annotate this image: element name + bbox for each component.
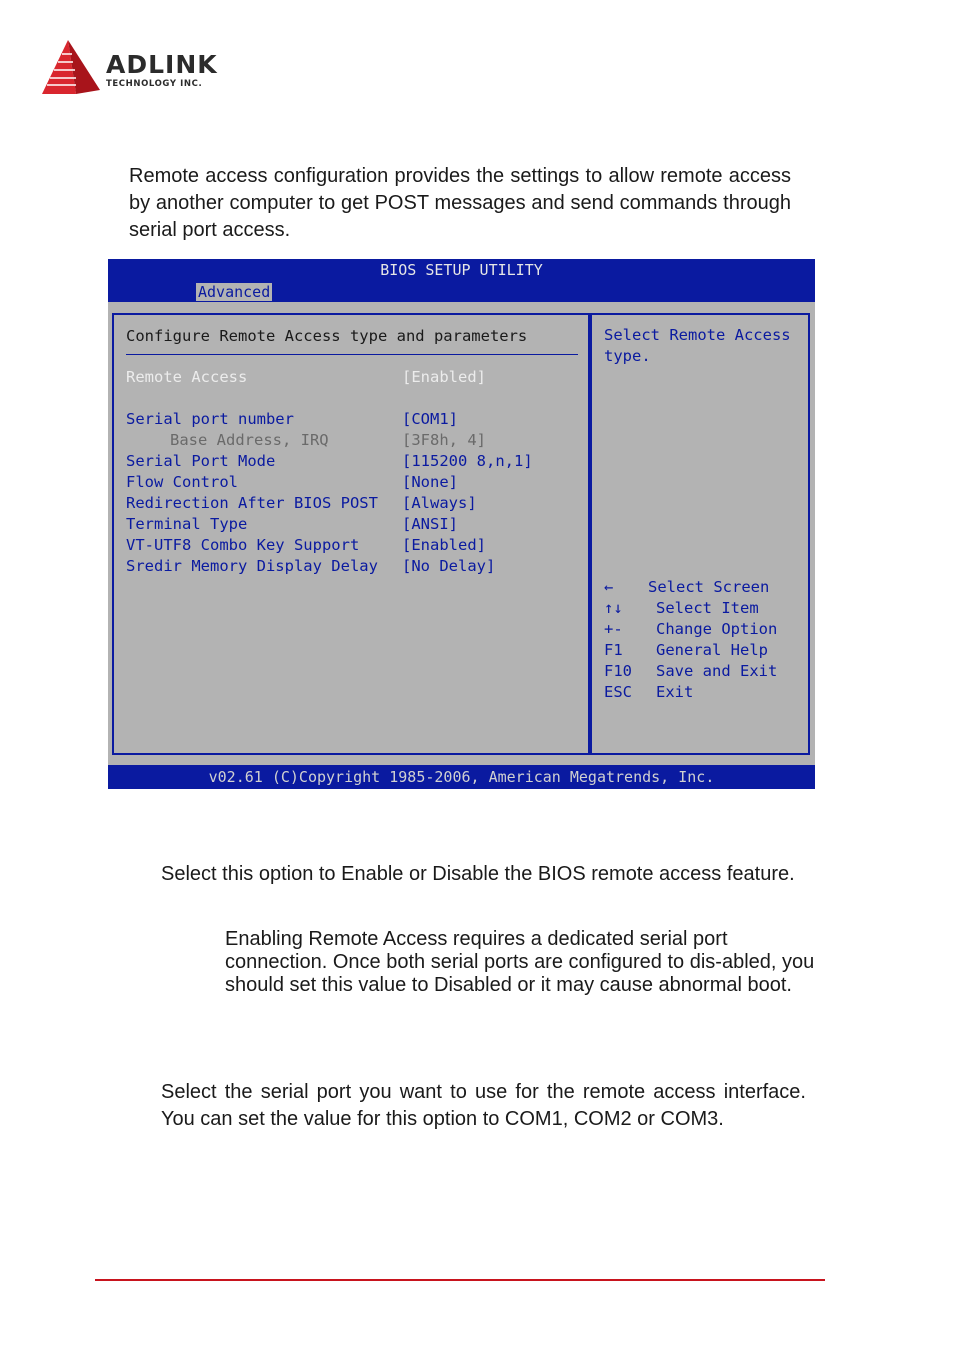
setting-label: Redirection After BIOS POST (126, 494, 378, 512)
bios-screen (108, 259, 815, 789)
bios-copyright-footer: v02.61 (C)Copyright 1985-2006, American Megatrends, Inc. (108, 765, 815, 789)
setting-value: [No Delay] (402, 557, 496, 575)
setting-value: [115200 8,n,1] (402, 452, 533, 470)
key-help-row (604, 577, 804, 598)
setting-value: [Always] (402, 494, 477, 512)
bios-panel-heading: Configure Remote Access type and parameters (126, 327, 528, 345)
setting-sredir-memory-delay[interactable] (126, 556, 586, 577)
footer-divider (95, 1279, 825, 1281)
key-desc: Select Item (656, 599, 759, 617)
setting-label: Remote Access (126, 368, 248, 386)
bios-help-panel (590, 313, 810, 755)
logo-wordmark: ADLINK (106, 50, 218, 79)
key-up-down-arrow-icon: ↑↓ (604, 599, 623, 617)
setting-serial-port-mode[interactable] (126, 451, 586, 472)
key-help-row (604, 619, 804, 640)
logo-tagline: TECHNOLOGY INC. (106, 79, 203, 89)
setting-value: [ANSI] (402, 515, 458, 533)
setting-label: Terminal Type (126, 515, 248, 533)
key-desc: Select Screen (648, 578, 770, 596)
serial-port-description: Select the serial port you want to use for the remote access interface. You can set the value for this option to COM1, COM2 or COM3. (161, 1081, 806, 1130)
setting-flow-control[interactable] (126, 472, 586, 493)
key-help-row (604, 640, 804, 661)
tab-advanced[interactable]: Advanced (198, 283, 271, 301)
setting-base-address-irq (126, 430, 586, 451)
key-f1: F1 (604, 641, 623, 659)
setting-label: Serial Port Mode (126, 452, 276, 470)
setting-value: [COM1] (402, 410, 458, 428)
key-desc: Save and Exit (656, 662, 778, 680)
setting-label: Serial port number (126, 410, 294, 428)
key-help-row (604, 682, 804, 703)
bios-heading-divider (126, 354, 578, 355)
key-plus-minus: +- (604, 620, 623, 638)
setting-label: VT-UTF8 Combo Key Support (126, 536, 360, 554)
bios-title: BIOS SETUP UTILITY (108, 259, 815, 282)
setting-redirection-after-post[interactable] (126, 493, 586, 514)
setting-value: [3F8h, 4] (402, 431, 486, 449)
adlink-triangle-icon (42, 38, 104, 100)
setting-label: Flow Control (126, 473, 238, 491)
key-help-row (604, 661, 804, 682)
key-desc: Change Option (656, 620, 778, 638)
note-text: Enabling Remote Access requires a dedicated serial port connection. Once both serial ports are configured to dis-abled, you should set this value to Disabled or it may cause abnormal boot. (225, 928, 815, 996)
help-text: Select Remote Access type. (604, 326, 791, 365)
setting-terminal-type[interactable] (126, 514, 586, 535)
setting-value: [Enabled] (402, 536, 486, 554)
setting-label: Sredir Memory Display Delay (126, 557, 378, 575)
setting-value: [Enabled] (402, 368, 486, 386)
adlink-logo (42, 38, 242, 102)
remote-access-description: Select this option to Enable or Disable the BIOS remote access feature. (161, 863, 795, 885)
setting-remote-access[interactable] (126, 367, 586, 388)
bios-settings-panel (112, 313, 590, 755)
key-desc: General Help (656, 641, 768, 659)
setting-serial-port-number[interactable] (126, 409, 586, 430)
key-desc: Exit (656, 683, 694, 701)
key-help-row (604, 598, 804, 619)
setting-label: Base Address, IRQ (170, 431, 329, 449)
bios-menu-bar (108, 282, 815, 302)
setting-value: [None] (402, 473, 458, 491)
key-left-arrow-icon: ← (604, 578, 614, 596)
key-legend (604, 577, 804, 703)
intro-paragraph: Remote access configuration provides the settings to allow remote access by another computer to get POST messages and send commands through serial port access. (129, 165, 791, 241)
key-esc: ESC (604, 683, 632, 701)
key-f10: F10 (604, 662, 632, 680)
setting-vt-utf8-combo-key[interactable] (126, 535, 586, 556)
